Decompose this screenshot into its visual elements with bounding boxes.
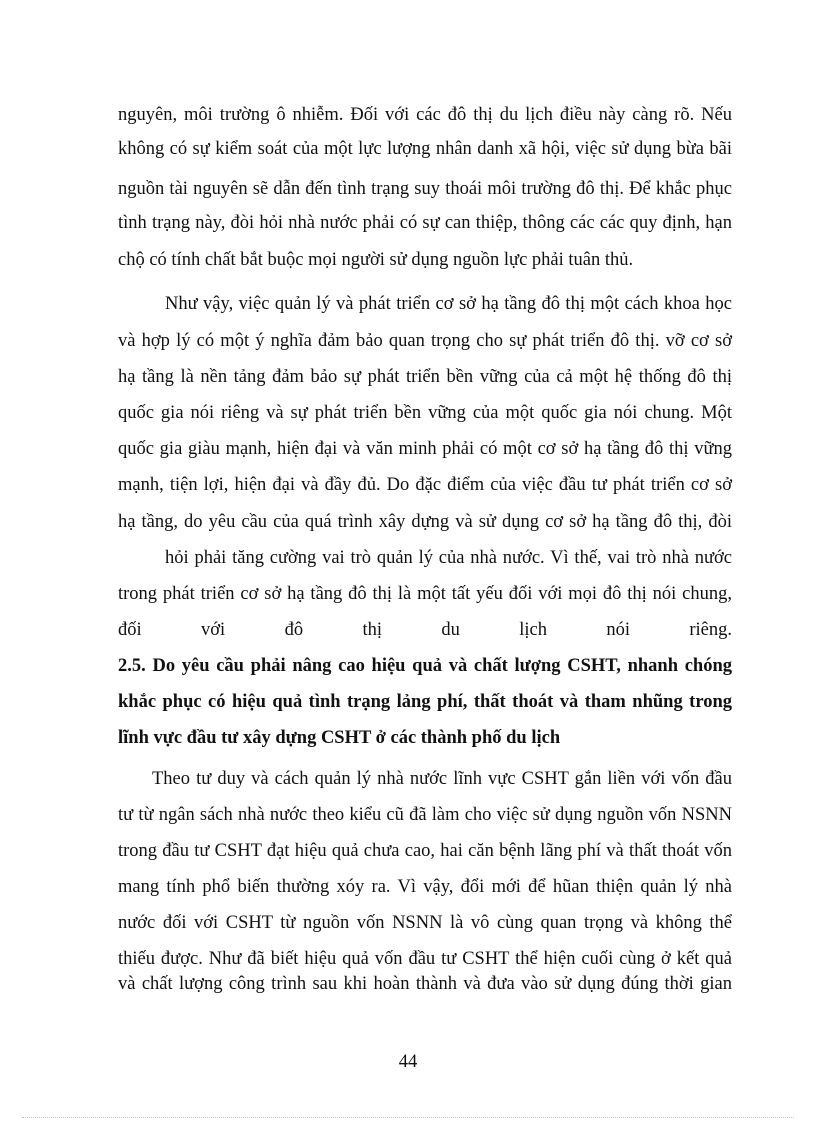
text-line: nước đối với CSHT từ nguồn vốn NSNN là vô cùng quan trọng và không thể [118, 913, 732, 933]
text-line: Theo tư duy và cách quản lý nhà nước lĩnh vực CSHT gắn liền với vốn đầu [152, 769, 732, 789]
section-heading-line: khắc phục có hiệu quả tình trạng lảng phí, thất thoát và tham nhũng trong [118, 692, 732, 712]
text-line: tư từ ngân sách nhà nước theo kiểu cũ đã làm cho việc sử dụng nguồn vốn NSNN [118, 805, 732, 825]
section-heading-line: 2.5. Do yêu cầu phải nâng cao hiệu quả và chất lượng CSHT, nhanh chóng [118, 656, 732, 676]
text-line: hạ tầng, do yêu cầu của quá trình xây dựng và sử dụng cơ sở hạ tầng đô thị, đòi [118, 512, 732, 532]
text-line: và chất lượng công trình sau khi hoàn thành và đưa vào sử dụng đúng thời gian [118, 974, 732, 994]
page-number: 44 [398, 1052, 418, 1072]
page-bottom-divider [22, 1117, 794, 1118]
text-line: quốc gia nói riêng và sự phát triển bền vững của một quốc gia nói chung. Một [118, 403, 732, 423]
text-line: và hợp lý có một ý nghĩa đảm bảo quan trọng cho sự phát triển đô thị. vỡ cơ sở [118, 331, 732, 351]
text-line: nguồn tài nguyên sẽ dẫn đến tình trạng suy thoái môi trường đô thị. Để khắc phục [118, 179, 732, 199]
text-line: hạ tầng là nền tảng đảm bảo sự phát triển bền vững của cả một hệ thống đô thị [118, 367, 732, 387]
text-line: quốc gia giàu mạnh, hiện đại và văn minh phải có một cơ sở hạ tầng đô thị vững [118, 439, 732, 459]
text-line: trong đầu tư CSHT đạt hiệu quả chưa cao, hai căn bệnh lãng phí và thất thoát vốn [118, 841, 732, 861]
text-line: chộ có tính chất bắt buộc mọi người sử dụng nguồn lực phải tuân thủ. [118, 250, 634, 270]
text-line: trong phát triển cơ sở hạ tầng đô thị là một tất yếu đối với mọi đô thị nói chung, [118, 584, 732, 604]
text-line: mang tính phổ biến thường xóy ra. Vì vậy, đổi mới để hũan thiện quản lý nhà [118, 877, 732, 897]
text-line: hỏi phải tăng cường vai trò quản lý của nhà nước. Vì thế, vai trò nhà nước [165, 548, 732, 568]
section-heading-line: lĩnh vực đầu tư xây dựng CSHT ở các thành phố du lịch [118, 728, 561, 748]
text-line: nguyên, môi trường ô nhiễm. Đối với các đô thị du lịch điều này càng rõ. Nếu [118, 105, 732, 125]
text-line: mạnh, tiện lợi, hiện đại và đầy đủ. Do đặc điểm của việc đầu tư phát triển cơ sở [118, 475, 732, 495]
text-line: không có sự kiểm soát của một lực lượng nhân danh xã hội, việc sử dụng bừa bãi [118, 139, 732, 159]
text-line: thiếu được. Như đã biết hiệu quả vốn đầu tư CSHT thể hiện cuối cùng ở kết quả [118, 949, 732, 969]
text-line: Như vậy, việc quản lý và phát triển cơ sở hạ tầng đô thị một cách khoa học [165, 294, 732, 314]
text-line: đối với đô thị du lịch nói riêng. [118, 620, 732, 640]
text-line: tình trạng này, đòi hỏi nhà nước phải có sự can thiệp, thông các các quy định, hạn [118, 213, 732, 233]
